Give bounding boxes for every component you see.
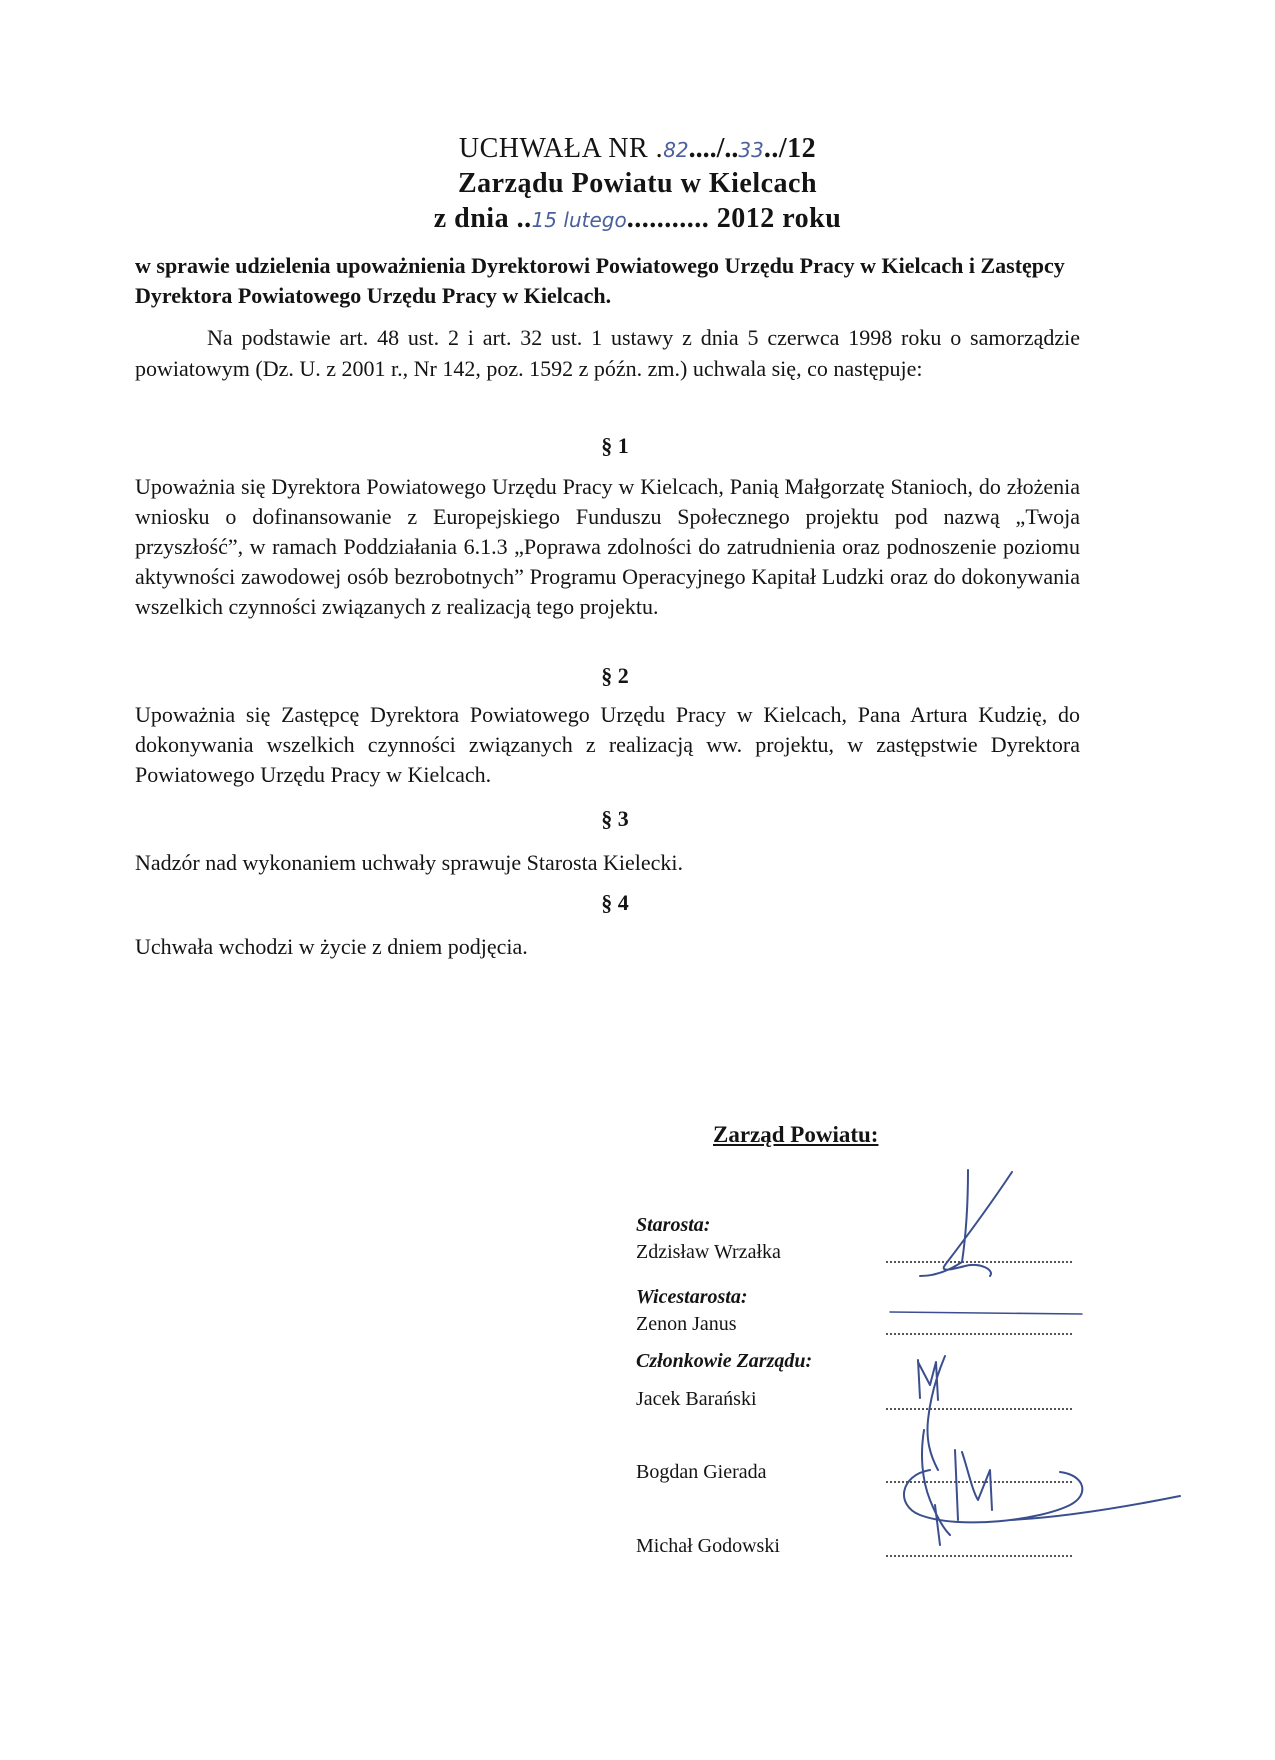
legal-basis: Na podstawie art. 48 ust. 2 i art. 32 ust. 1 ustawy z dnia 5 czerwca 1998 roku o samorządzie powiatowym (Dz. U. z 2001 r., Nr 142, poz. 1592 z późn. zm.) uchwala się, co następuje: [135, 325, 1080, 381]
paragraph-1-text: Upoważnia się Dyrektora Powiatowego Urzędu Pracy w Kielcach, Panią Małgorzatę Stanioch, do złożenia wniosku o dofinansowanie z Europejskiego Funduszu Społecznego projektu pod nazwą „Twoja przyszłość”, w ramach Poddziałania 6.1.3 „Poprawa zdolności do zatrudnienia oraz podnoszenie poziomu aktywności zawodowej osób bezrobotnych” Programu Operacyjnego Kapitał Ludzki oraz do dokonywania wszelkich czynności związanych z realizacją tego projektu. [135, 474, 1080, 619]
paragraph-3-text: Nadzór nad wykonaniem uchwały sprawuje Starosta Kielecki. [135, 850, 683, 875]
member-3-signature-line [886, 1555, 1072, 1557]
title-suffix: ../12 [763, 133, 817, 164]
resolution-subject: w sprawie udzielenia upoważnienia Dyrektorowi Powiatowego Urzędu Pracy w Kielcach i Zastępcy Dyrektora Powiatowego Urzędu Pracy w Kielcach. [135, 253, 1065, 308]
handwritten-date: 15 lutego [531, 208, 627, 232]
handwritten-number-1: 82 [663, 138, 689, 162]
paragraph-4-text: Uchwała wchodzi w życie z dniem podjęcia. [135, 934, 528, 959]
paragraph-2-text: Upoważnia się Zastępcę Dyrektora Powiatowego Urzędu Pracy w Kielcach, Pana Artura Kudzię, do dokonywania wszelkich czynności związanych z realizacją ww. projektu, w zastępstwie Dyrektora Powiatowego Urzędu Pracy w Kielcach. [135, 702, 1080, 787]
handwritten-number-2: 33 [738, 138, 764, 162]
starosta-role: Starosta: [636, 1214, 711, 1236]
paragraph-4-mark: § 4 [601, 890, 629, 915]
member-name-3: Michał Godowski [636, 1535, 780, 1557]
board-signature-title: Zarząd Powiatu: [713, 1122, 879, 1147]
resolution-title [0, 132, 1275, 167]
member-2-signature-line [886, 1481, 1072, 1483]
board-line-text: Zarządu Powiatu w Kielcach [457, 168, 818, 199]
starosta-name: Zdzisław Wrzałka [636, 1241, 781, 1263]
member-1-signature-line [886, 1408, 1072, 1410]
board-line [0, 167, 1275, 201]
paragraph-3-mark: § 3 [601, 806, 629, 831]
date-suffix: ........... 2012 roku [626, 203, 842, 234]
starosta-signature-line [886, 1261, 1072, 1263]
member-1-signature [918, 1356, 945, 1470]
members-role: Członkowie Zarządu: [636, 1350, 813, 1372]
title-separator: ..../.. [688, 133, 739, 164]
paragraph-1-mark: § 1 [601, 433, 629, 458]
date-prefix: z dnia .. [433, 203, 532, 234]
date-line [0, 202, 1275, 237]
title-prefix: UCHWAŁA NR . [458, 133, 664, 164]
wicestarosta-signature [890, 1312, 1082, 1314]
wicestarosta-name: Zenon Janus [636, 1313, 737, 1335]
member-name-1: Jacek Barański [636, 1388, 757, 1410]
wicestarosta-role: Wicestarosta: [636, 1286, 748, 1308]
wicestarosta-signature-line [886, 1333, 1072, 1335]
paragraph-2-mark: § 2 [601, 663, 629, 688]
member-name-2: Bogdan Gierada [636, 1461, 767, 1483]
